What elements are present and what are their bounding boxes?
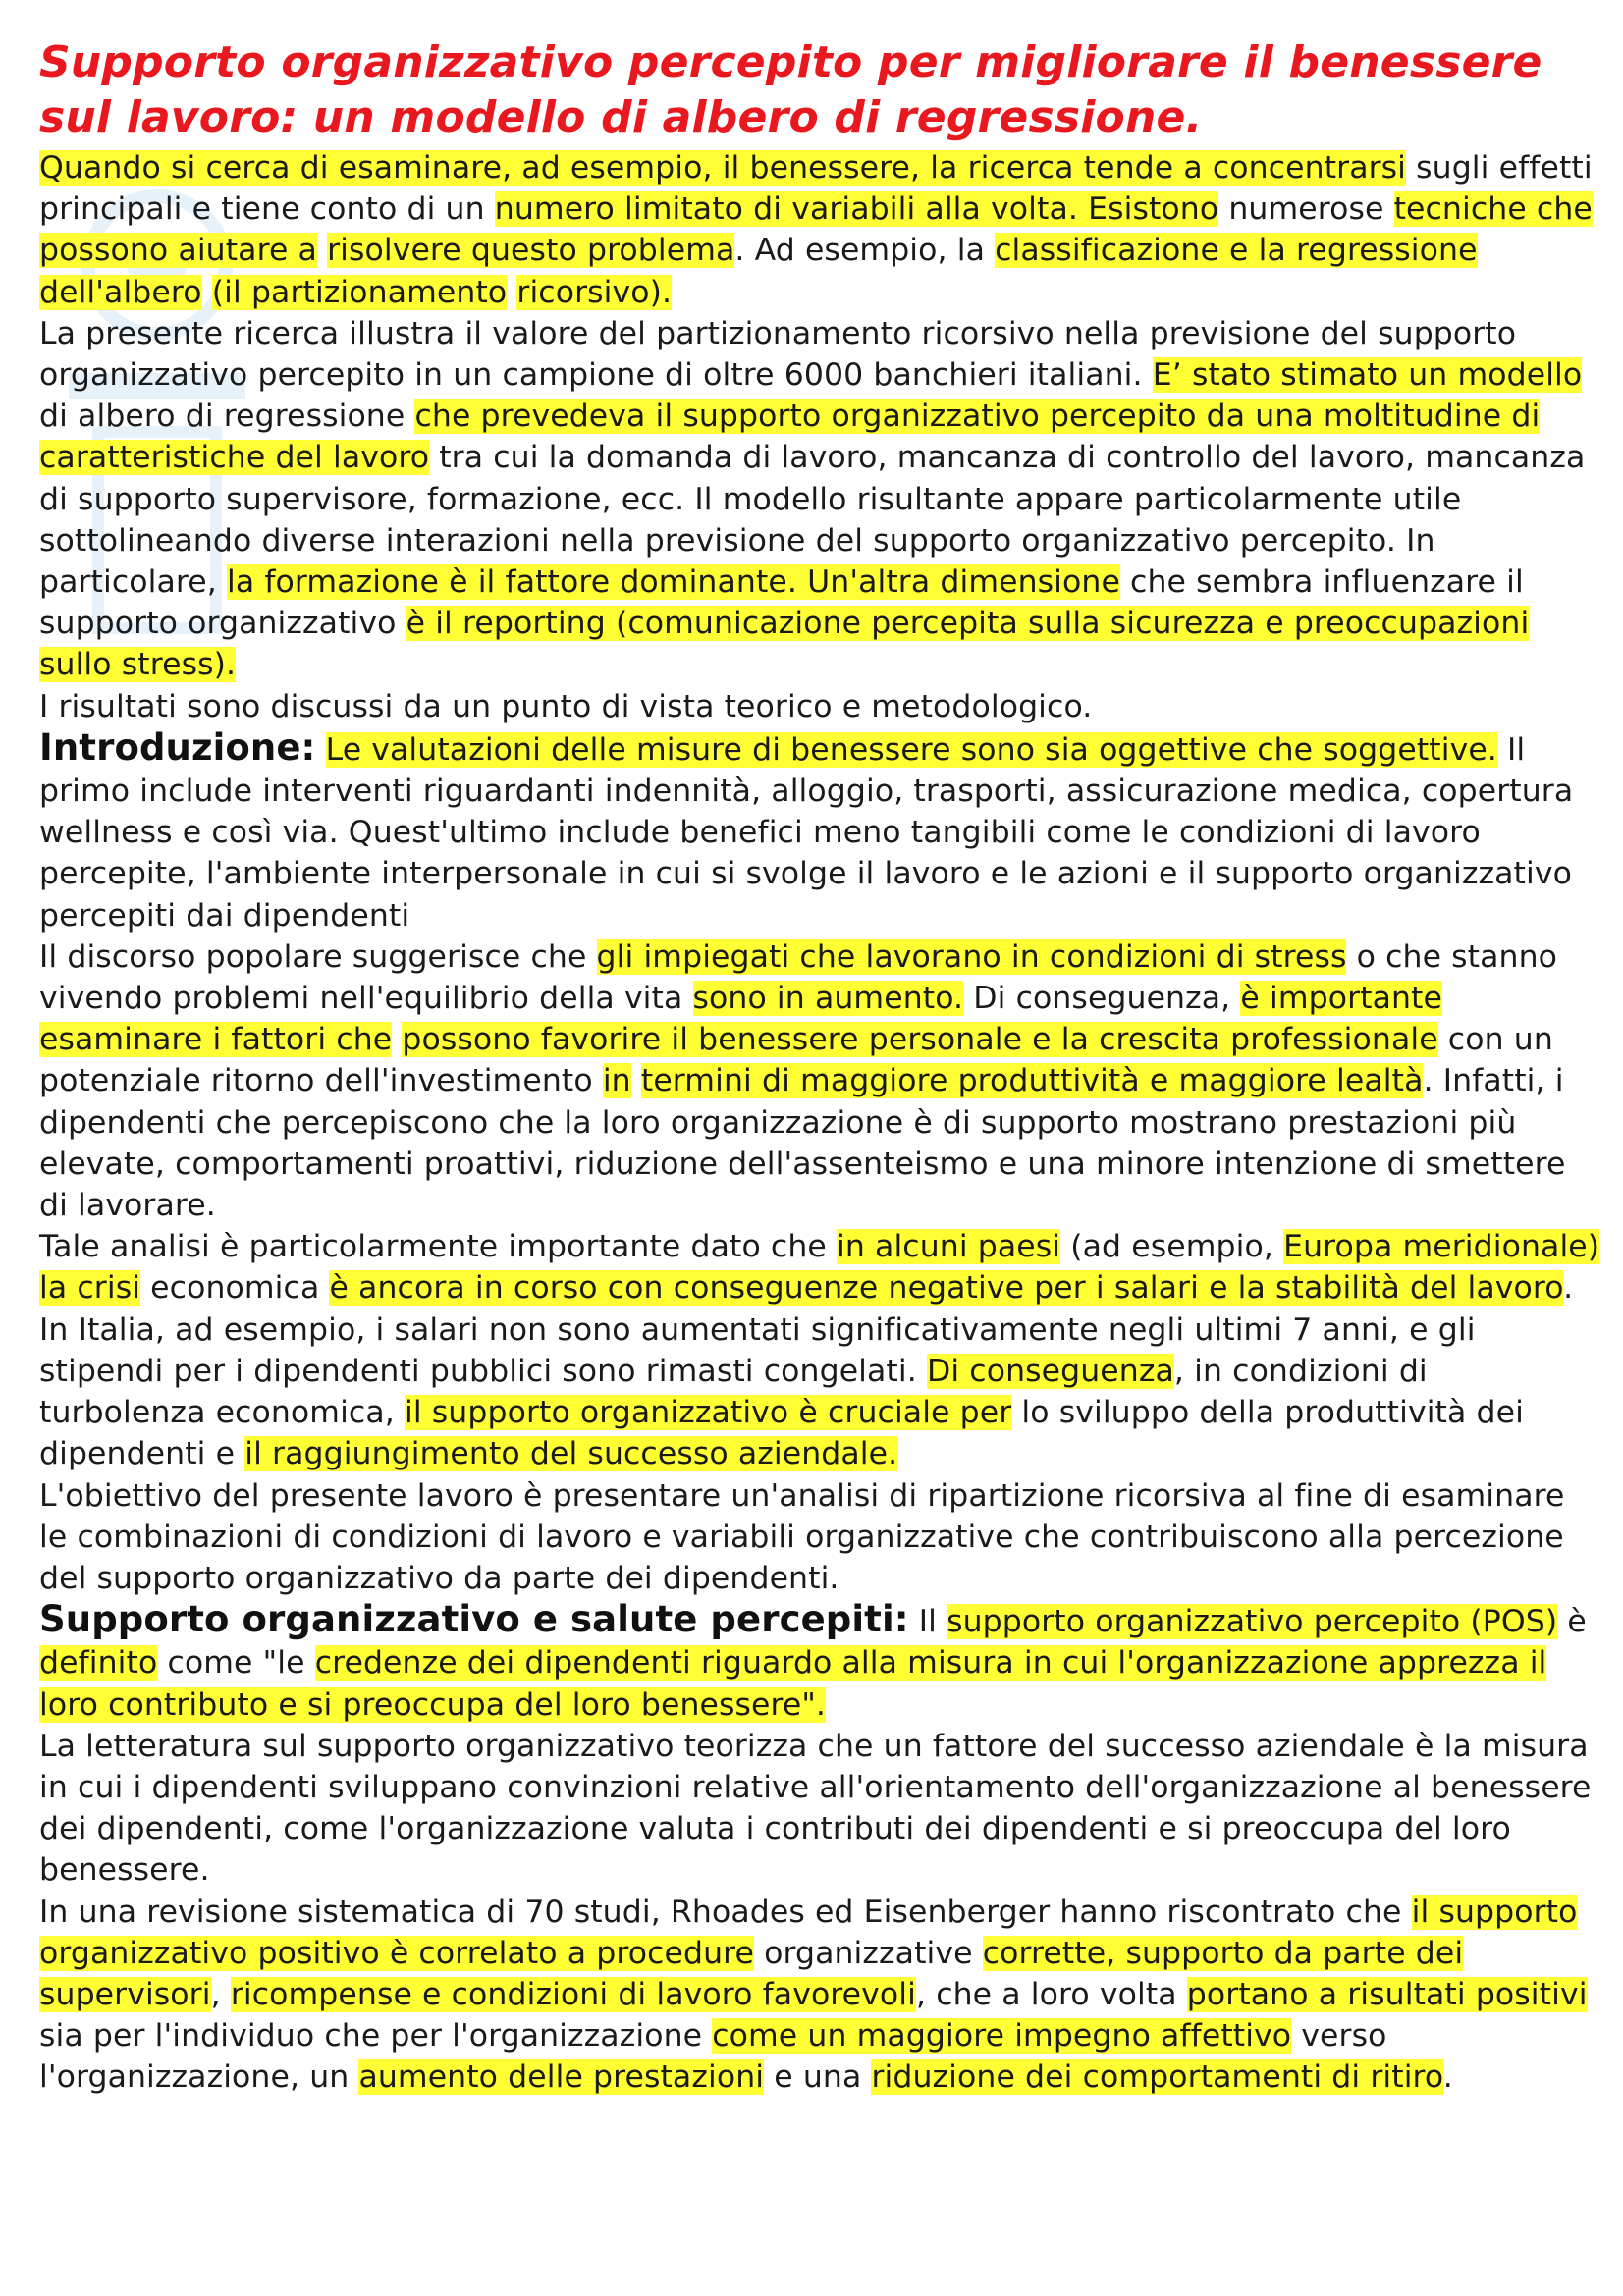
- highlighted-text: sono in aumento.: [692, 981, 964, 1017]
- highlighted-text: organizzativo positivo è correlato a procedure: [39, 1935, 754, 1971]
- highlighted-text: gli impiegati che lavorano in condizioni di stress: [596, 938, 1347, 975]
- text-segment: numerose: [1218, 191, 1394, 228]
- highlighted-text: in alcuni paesi: [837, 1229, 1061, 1265]
- text-segment: La letteratura sul supporto organizzativo teorizza che un fattore del successo aziendale è la misura in cui i dipendenti sviluppano convinzioni relative all'orientamento dell'organizzazione al benessere dei dipendenti, come l'organizzazione valuta i contributi dei dipendenti e si preoccupa del loro benessere.: [39, 1728, 1592, 1889]
- text-segment: sugli effetti principali e tiene conto di un: [39, 150, 1593, 228]
- text-segment: [317, 233, 327, 268]
- text-segment: [631, 1063, 641, 1098]
- text-segment: (ad esempio,: [1060, 1229, 1284, 1265]
- highlighted-text: definito: [39, 1645, 158, 1682]
- paragraph: [39, 313, 1600, 686]
- text-segment: Il: [908, 1604, 947, 1640]
- highlighted-text: tecniche che possono aiutare a: [39, 191, 1593, 269]
- highlighted-text: è importante esaminare i fattori che: [39, 981, 1442, 1058]
- text-segment: , in condizioni di turbolenza economica,: [39, 1353, 1428, 1431]
- text-segment: sia per l'individuo che per l'organizzazione: [39, 2018, 713, 2055]
- text-segment: [507, 275, 516, 310]
- text-segment: In Italia, ad esempio, i salari non sono aumentati significativamente negli ultimi 7 anni, e gli stipendi per i dipendenti pubblici sono rimasti congelati.: [39, 1311, 1476, 1389]
- highlighted-text: la formazione è il fattore dominante. Un'altra dimensione: [226, 564, 1120, 601]
- title-line-2: sul lavoro: un modello di albero di regressione: [39, 92, 1186, 142]
- highlighted-text: (il partizionamento: [211, 274, 508, 310]
- text-segment: . Infatti, i dipendenti che percepiscono che la loro organizzazione è di supporto mostrano prestazioni più elevate, comportamenti proattivi, riduzione dell'assenteismo e una minore intenzione di smettere di lavorare.: [39, 1063, 1566, 1224]
- paragraph: [39, 686, 1600, 727]
- highlighted-text: supporto organizzativo percepito (POS): [947, 1604, 1558, 1640]
- paragraph: [39, 147, 1600, 313]
- text-segment: Di conseguenza,: [963, 981, 1241, 1017]
- highlighted-text: Di conseguenza: [926, 1353, 1174, 1389]
- highlighted-text: corrette, supporto da parte dei supervisori: [39, 1935, 1464, 2012]
- text-segment: [392, 1022, 402, 1057]
- text-segment: . Ad esempio, la: [734, 233, 996, 269]
- highlighted-text: numero limitato di variabili alla volta. Esistono: [494, 191, 1219, 228]
- text-segment: di albero di regressione: [39, 399, 415, 435]
- paragraph: [39, 1892, 1600, 2099]
- highlighted-text: in: [602, 1063, 631, 1099]
- highlighted-text: è ancora in corso con conseguenze negative per i salari e la stabilità del lavoro: [329, 1270, 1564, 1307]
- highlighted-text: riduzione dei comportamenti di ritiro: [871, 2059, 1443, 2096]
- highlighted-text: risolvere questo problema: [327, 233, 735, 269]
- text-segment: verso l'organizzazione, un: [39, 2018, 1387, 2096]
- highlighted-text: classificazione e la regressione dell'albero: [39, 233, 1478, 310]
- text-segment: è: [1557, 1604, 1587, 1640]
- text-segment: L'obiettivo del presente lavoro è presentare un'analisi di ripartizione ricorsiva al fine di esaminare le combinazioni di condizioni di lavoro e variabili organizzative che contribuiscono alla percezione del supporto organizzativo da parte dei dipendenti.: [39, 1477, 1565, 1596]
- text-segment: lo sviluppo della produttività dei dipendenti e: [39, 1395, 1524, 1472]
- paragraph: [39, 1309, 1600, 1475]
- text-segment: organizzative: [754, 1935, 983, 1971]
- section-heading: Supporto organizzativo e salute percepiti:: [39, 1598, 909, 1641]
- highlighted-text: come un maggiore impegno affettivo: [712, 2018, 1292, 2055]
- paragraph: [39, 1475, 1600, 1600]
- highlighted-text: portano a risultati positivi: [1186, 1976, 1588, 2012]
- text-segment: .: [1442, 2059, 1453, 2096]
- section-heading: Introduzione:: [39, 725, 316, 769]
- text-segment: In una revisione sistematica di 70 studi, Rhoades ed Eisenberger hanno riscontrato che: [39, 1894, 1412, 1930]
- highlighted-text: il raggiungimento del successo aziendale.: [244, 1436, 898, 1472]
- highlighted-text: credenze dei dipendenti riguardo alla misura in cui l'organizzazione apprezza il loro contributo e si preoccupa del loro benessere".: [39, 1645, 1547, 1723]
- text-segment: economica: [140, 1270, 330, 1307]
- text-segment: Tale analisi è particolarmente importante dato che: [39, 1229, 838, 1265]
- highlighted-text: aumento delle prestazioni: [358, 2059, 765, 2096]
- highlighted-text: ricorsivo).: [516, 274, 673, 310]
- highlighted-text: termini di maggiore produttività e maggiore lealtà: [640, 1063, 1424, 1099]
- text-segment: Il discorso popolare suggerisce che: [39, 938, 597, 975]
- highlighted-text: E’ stato stimato un modello: [1152, 357, 1583, 394]
- text-segment: tra cui la domanda di lavoro, mancanza di controllo del lavoro, mancanza di supporto supervisore, formazione, ecc. Il modello risultante appare particolarmente utile sottolineando diverse interazioni nella previsione del supporto organizzativo percepito. In particolare,: [39, 440, 1586, 601]
- paragraph: [39, 936, 1600, 1226]
- highlighted-text: ricompense e condizioni di lavoro favorevoli: [230, 1976, 916, 2012]
- highlighted-text: Le valutazioni delle misure di benessere sono sia oggettive che soggettive.: [325, 731, 1497, 768]
- highlighted-text: il supporto: [1411, 1894, 1578, 1930]
- title-line-1: Supporto organizzativo percepito per migliorare il benessere: [39, 37, 1542, 87]
- highlighted-text: Europa meridionale) la crisi: [39, 1229, 1600, 1307]
- text-segment: che sembra influenzare il supporto organizzativo: [39, 564, 1524, 642]
- body-text: [39, 147, 1600, 2099]
- highlighted-text: che prevedeva il supporto organizzativo percepito da una moltitudine di caratteristiche del lavoro: [39, 399, 1541, 476]
- text-segment: con un potenziale ritorno dell'investimento: [39, 1022, 1553, 1099]
- document-page: [39, 35, 1600, 2099]
- document-title: [39, 35, 1600, 145]
- text-segment: [315, 732, 325, 768]
- title-dot: .: [1185, 92, 1203, 142]
- highlighted-text: possono favorire il benessere personale e la crescita professionale: [402, 1022, 1438, 1058]
- text-segment: Il primo include interventi riguardanti indennità, alloggio, trasporti, assicurazione medica, copertura wellness e così via. Quest'ultimo include benefici meno tangibili come le condizioni di lavoro percepite, l'ambiente interpersonale in cui si svolge il lavoro e le azioni e il supporto organizzativo percepiti dai dipendenti: [39, 731, 1574, 934]
- text-segment: e una: [764, 2059, 872, 2096]
- text-segment: I risultati sono discussi da un punto di vista teorico e metodologico.: [39, 688, 1093, 724]
- highlighted-text: è il reporting (comunicazione percepita sulla sicurezza e preoccupazioni sullo stress).: [39, 606, 1530, 683]
- paragraph: [39, 1226, 1600, 1308]
- text-segment: come "le: [157, 1645, 315, 1682]
- paragraph: [39, 727, 1600, 936]
- text-segment: ,: [210, 1976, 231, 2012]
- text-segment: La presente ricerca illustra il valore del partizionamento ricorsivo nella previsione del supporto organizzativo percepito in un campione di oltre 6000 banchieri italiani.: [39, 315, 1517, 394]
- text-segment: [202, 275, 212, 310]
- text-segment: , che a loro volta: [915, 1976, 1187, 2012]
- paragraph: [39, 1726, 1600, 1892]
- highlighted-text: Quando si cerca di esaminare, ad esempio, il benessere, la ricerca tende a concentrarsi: [39, 150, 1407, 186]
- text-segment: o che stanno vivendo problemi nell'equilibrio della vita: [39, 938, 1558, 1017]
- text-segment: .: [1563, 1270, 1574, 1307]
- highlighted-text: il supporto organizzativo è cruciale per: [404, 1395, 1012, 1431]
- paragraph: [39, 1599, 1600, 1726]
